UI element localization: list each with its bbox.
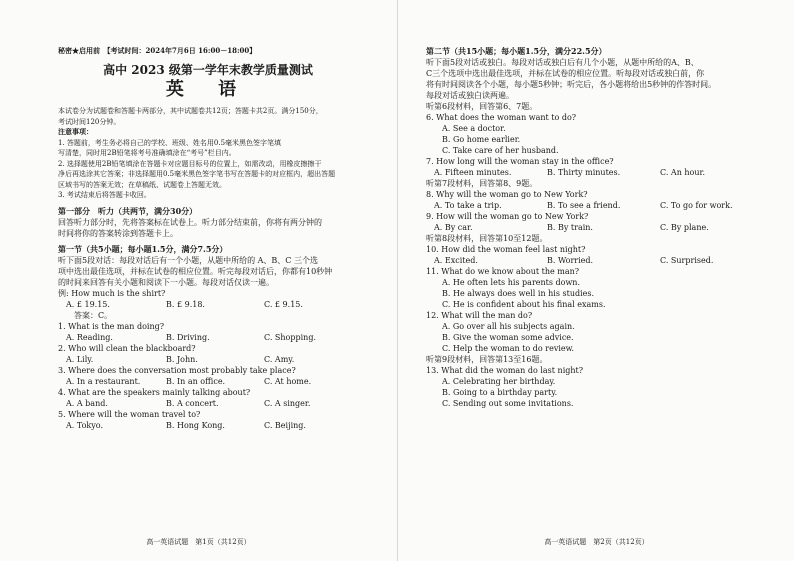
option: C. Take care of her husband. — [442, 146, 559, 155]
example-answer: 答案：C。 — [74, 310, 113, 320]
options — [58, 354, 358, 365]
option: B. Driving. — [166, 332, 210, 342]
question: 12. What will the man do? — [426, 311, 533, 320]
option: C. Surprised. — [660, 256, 714, 265]
question: 7. How long will the woman stay in the office? — [426, 157, 614, 166]
section-1-desc: 的时间来回答有关小题和阅读下一小题。每段对话仅读一遍。 — [58, 277, 274, 287]
note-line: 2. 选择题使用2B铅笔填涂在答题卡对应题目标号的位置上，如需改动，用橡皮擦擦干 — [58, 159, 322, 168]
section-2-desc: 听下面5段对话或独白。每段对话或独白后有几个小题，从题中所给的A、B、 — [426, 58, 699, 67]
option: B. A concert. — [166, 398, 219, 408]
option: A. Celebrating her birthday. — [442, 377, 556, 386]
section-2-desc: 将有时间阅读各个小题，每小题5秒钟；听完后，各小题将给出5秒钟的作答时间。 — [426, 80, 717, 89]
question: 5. Where will the woman travel to? — [58, 409, 201, 419]
option: B. By train. — [547, 223, 593, 232]
options — [58, 332, 358, 343]
exam-title: 高中 2023 级第一学年末教学质量测试 — [103, 63, 313, 77]
options — [426, 222, 762, 233]
section-2-desc: C三个选项中选出最佳选项，并标在试卷的相应位置。听每段对话或独白前，你 — [426, 69, 705, 78]
option: A. A band. — [66, 398, 108, 408]
option: B. Hong Kong. — [166, 420, 225, 430]
secret-label: 秘密★启用前 — [58, 46, 100, 55]
option: C. He is confident about his final exams. — [442, 300, 606, 309]
material-label: 听第7段材料，回答第8、9题。 — [426, 179, 538, 188]
options — [58, 420, 358, 431]
option: A. By car. — [434, 223, 473, 232]
material-label: 听第6段材料，回答第6、7题。 — [426, 102, 538, 111]
section-1-desc: 听下面5段对话：每段对话后有一个小题，从题中所给的 A、B、C 三个选 — [58, 255, 318, 265]
option: A. Reading. — [66, 332, 113, 342]
options — [426, 167, 762, 178]
page-footer: 高一英语试题 第1页（共12页） — [146, 538, 251, 546]
note-line: 3. 考试结束后将答题卡收回。 — [58, 191, 151, 199]
option: A. Go over all his subjects again. — [442, 322, 575, 331]
part-1-desc: 时间将你的答案转涂到答题卡上。 — [58, 228, 178, 238]
option: B. Thirty minutes. — [547, 168, 621, 177]
intro-line: 考试时间120分钟。 — [58, 117, 121, 126]
option: C. By plane. — [660, 223, 709, 232]
question: 1. What is the man doing? — [58, 321, 165, 331]
question: 11. What do we know about the man? — [426, 267, 580, 276]
option: A. See a doctor. — [442, 124, 506, 133]
exam-page-2 — [397, 0, 794, 561]
material-label: 听第8段材料，回答第10至12题。 — [426, 234, 548, 243]
exam-time: 【考试时间：2024年7月6日 16:00－18:00】 — [107, 46, 257, 55]
section-2-desc: 每段对话或独白读两遍。 — [426, 91, 514, 100]
notes-title: 注意事项： — [58, 127, 93, 136]
option: A. £ 19.15. — [66, 299, 110, 309]
section-1-desc: 项中选出最佳选项，并标在试卷的相应位置。听完每段对话后，你都有10秒钟 — [58, 266, 333, 276]
option: A. Excited. — [434, 256, 478, 265]
question: 3. Where does the conversation most probably take place? — [58, 365, 296, 375]
option: C. A singer. — [264, 398, 311, 408]
question: 6. What does the woman want to do? — [426, 113, 577, 122]
option: B. Worried. — [547, 256, 594, 265]
exam-header — [58, 46, 358, 56]
option: C. To go for work. — [660, 201, 733, 210]
part-1-heading: 第一部分 听力（共两节，满分30分） — [58, 205, 198, 216]
section-1-heading: 第一节（共5小题；每小题1.5分，满分7.5分） — [58, 243, 228, 254]
page-footer: 高一英语试题 第2页（共12页） — [544, 538, 649, 546]
options — [426, 255, 762, 266]
option: A. In a restaurant. — [66, 376, 141, 386]
option: C. £ 9.15. — [264, 299, 303, 309]
option: B. Going to a birthday party. — [442, 388, 558, 397]
option: C. At home. — [264, 376, 312, 386]
section-2-heading: 第二节（共15小题；每小题1.5分，满分22.5分） — [426, 46, 607, 56]
intro-line: 本试卷分为试题卷和答题卡两部分，其中试题卷共12页；答题卡共2页。满分150分， — [58, 107, 323, 115]
question: 9. How will the woman go to New York? — [426, 212, 589, 221]
question: 2. Who will clean the blackboard? — [58, 343, 196, 353]
option: C. An hour. — [660, 168, 706, 177]
subject-title: 英 语 — [165, 79, 251, 100]
option: B. He always does well in his studies. — [442, 289, 595, 298]
question: 13. What did the woman do last night? — [426, 366, 584, 375]
material-label: 听第9段材料，回答第13至16题。 — [426, 355, 548, 364]
note-line: 写清楚，同时用2B铅笔将考号准确填涂在“考号”栏目内。 — [58, 149, 236, 157]
note-line: 1. 答题前，考生务必将自己的学校、班级、姓名用0.5毫米黑色签字笔填 — [58, 138, 282, 147]
example-question: 例: How much is the shirt? — [58, 288, 166, 298]
option: B. John. — [166, 354, 198, 364]
option: B. In an office. — [166, 376, 226, 386]
page-1-content — [58, 46, 358, 431]
option: C. Help the woman to do review. — [442, 344, 575, 353]
question: 10. How did the woman feel last night? — [426, 245, 586, 254]
option: B. £ 9.18. — [166, 299, 205, 309]
options — [58, 398, 358, 409]
example-options — [58, 299, 358, 310]
options — [426, 200, 762, 211]
option: A. To take a trip. — [434, 201, 502, 210]
page-2-content — [426, 46, 762, 409]
option: A. He often lets his parents down. — [442, 278, 580, 287]
question: 4. What are the speakers mainly talking about? — [58, 387, 251, 397]
option: B. Give the woman some advice. — [442, 333, 574, 342]
option: B. Go home earlier. — [442, 135, 521, 144]
option: A. Lily. — [66, 354, 94, 364]
options — [58, 376, 358, 387]
option: C. Beijing. — [264, 420, 306, 430]
note-line: 区域书写的答案无效；在草稿纸、试题卷上答题无效。 — [58, 180, 226, 189]
option: A. Tokyo. — [66, 420, 103, 430]
question: 8. Why will the woman go to New York? — [426, 190, 588, 199]
part-1-desc: 回答听力部分时，先将答案标在试卷上。听力部分结束前，你将有两分钟的 — [58, 217, 322, 227]
note-line: 净后再选涂其它答案；非选择题用0.5毫米黑色签字笔书写在答题卡的对应框内，超出答题 — [58, 170, 336, 178]
option: C. Shopping. — [264, 332, 316, 342]
option: C. Amy. — [264, 354, 295, 364]
option: B. To see a friend. — [547, 201, 621, 210]
option: C. Sending out some invitations. — [442, 399, 574, 408]
option: A. Fifteen minutes. — [434, 168, 512, 177]
